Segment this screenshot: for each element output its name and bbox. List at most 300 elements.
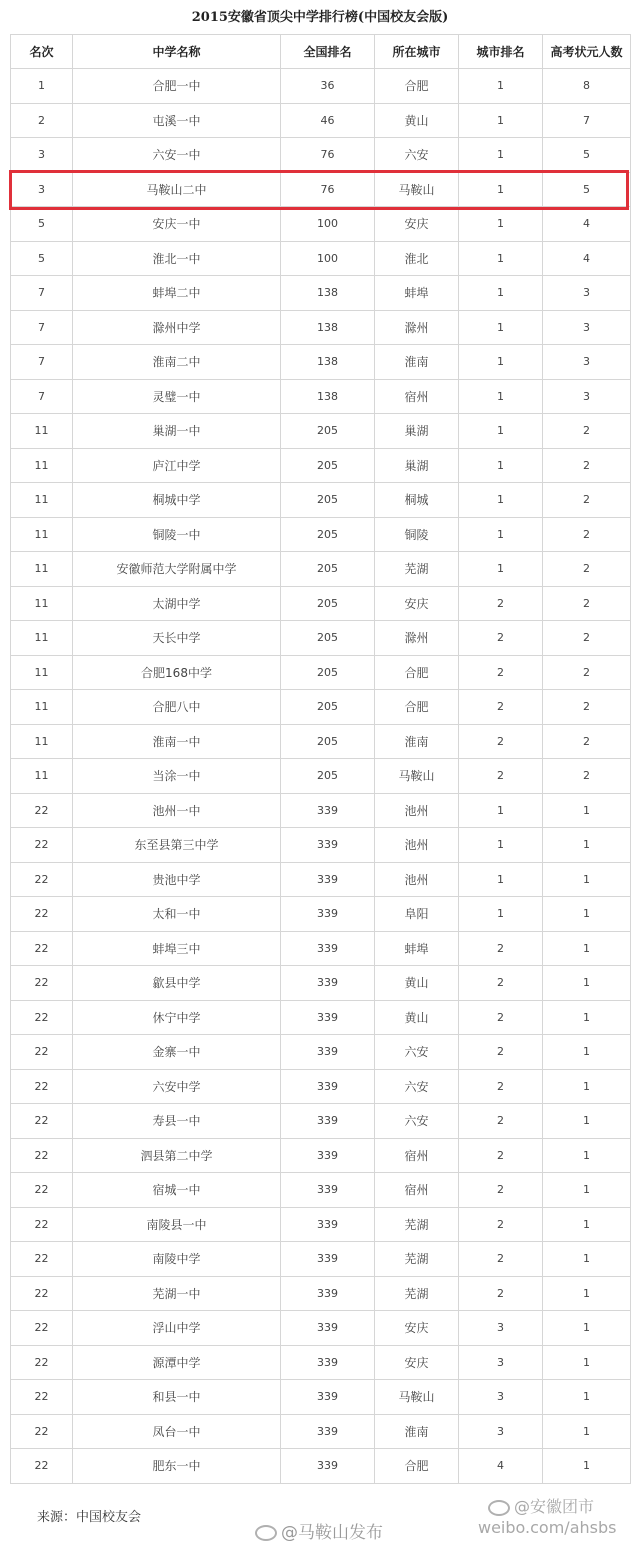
school-name-cell: 合肥八中 <box>73 690 281 725</box>
table-header-row <box>11 35 631 69</box>
top-scorers-cell: 3 <box>543 345 631 380</box>
ranking-table <box>10 34 631 1484</box>
top-scorers-cell: 3 <box>543 379 631 414</box>
rank-cell: 22 <box>11 1449 73 1484</box>
table-row <box>11 483 631 518</box>
city-cell: 滁州 <box>375 310 459 345</box>
national-rank-cell: 100 <box>281 241 375 276</box>
table-row <box>11 724 631 759</box>
table-row <box>11 1276 631 1311</box>
table-row <box>11 276 631 311</box>
table-row <box>11 552 631 587</box>
rank-cell: 11 <box>11 621 73 656</box>
table-row <box>11 1069 631 1104</box>
table-row <box>11 379 631 414</box>
watermark-maanshan <box>255 1518 383 1543</box>
table-row <box>11 1104 631 1139</box>
city-cell: 宿州 <box>375 379 459 414</box>
national-rank-cell: 339 <box>281 828 375 863</box>
school-name-cell: 合肥一中 <box>73 69 281 104</box>
rank-cell: 22 <box>11 1069 73 1104</box>
school-name-cell: 滁州中学 <box>73 310 281 345</box>
school-name-cell: 贵池中学 <box>73 862 281 897</box>
table-row <box>11 310 631 345</box>
city-rank-cell: 3 <box>459 1311 543 1346</box>
school-name-cell: 金寨一中 <box>73 1035 281 1070</box>
city-cell: 合肥 <box>375 655 459 690</box>
city-rank-cell: 2 <box>459 1000 543 1035</box>
top-scorers-cell: 1 <box>543 1104 631 1139</box>
weibo-logo-icon <box>488 1500 510 1516</box>
rank-cell: 1 <box>11 69 73 104</box>
national-rank-cell: 205 <box>281 448 375 483</box>
school-name-cell: 六安一中 <box>73 138 281 173</box>
city-rank-cell: 1 <box>459 897 543 932</box>
city-rank-cell: 1 <box>459 414 543 449</box>
table-row <box>11 828 631 863</box>
national-rank-cell: 205 <box>281 414 375 449</box>
rank-cell: 22 <box>11 897 73 932</box>
top-scorers-cell: 1 <box>543 931 631 966</box>
national-rank-cell: 76 <box>281 138 375 173</box>
school-name-cell: 蚌埠二中 <box>73 276 281 311</box>
column-header-rank: 名次 <box>11 35 73 69</box>
school-name-cell: 南陵县一中 <box>73 1207 281 1242</box>
watermark-anhui <box>488 1494 594 1517</box>
school-name-cell: 六安中学 <box>73 1069 281 1104</box>
city-cell: 六安 <box>375 1069 459 1104</box>
table-row <box>11 414 631 449</box>
top-scorers-cell: 7 <box>543 103 631 138</box>
city-cell: 巢湖 <box>375 448 459 483</box>
national-rank-cell: 205 <box>281 483 375 518</box>
top-scorers-cell: 1 <box>543 1380 631 1415</box>
city-cell: 铜陵 <box>375 517 459 552</box>
city-cell: 安庆 <box>375 1311 459 1346</box>
rank-cell: 11 <box>11 414 73 449</box>
national-rank-cell: 339 <box>281 1242 375 1277</box>
rank-cell: 22 <box>11 1000 73 1035</box>
rank-cell: 22 <box>11 1380 73 1415</box>
rank-cell: 11 <box>11 655 73 690</box>
national-rank-cell: 339 <box>281 966 375 1001</box>
school-name-cell: 浮山中学 <box>73 1311 281 1346</box>
rank-cell: 22 <box>11 1138 73 1173</box>
table-row <box>11 621 631 656</box>
city-cell: 安庆 <box>375 207 459 242</box>
table-row <box>11 655 631 690</box>
school-name-cell: 池州一中 <box>73 793 281 828</box>
top-scorers-cell: 3 <box>543 276 631 311</box>
city-rank-cell: 1 <box>459 138 543 173</box>
school-name-cell: 肥东一中 <box>73 1449 281 1484</box>
school-name-cell: 泗县第二中学 <box>73 1138 281 1173</box>
national-rank-cell: 46 <box>281 103 375 138</box>
city-cell: 池州 <box>375 828 459 863</box>
top-scorers-cell: 1 <box>543 1276 631 1311</box>
city-cell: 淮南 <box>375 724 459 759</box>
city-rank-cell: 2 <box>459 759 543 794</box>
rank-cell: 11 <box>11 483 73 518</box>
column-header-city-rank: 城市排名 <box>459 35 543 69</box>
school-name-cell: 马鞍山二中 <box>73 172 281 207</box>
rank-cell: 7 <box>11 379 73 414</box>
national-rank-cell: 339 <box>281 1345 375 1380</box>
national-rank-cell: 205 <box>281 724 375 759</box>
top-scorers-cell: 4 <box>543 241 631 276</box>
rank-cell: 11 <box>11 724 73 759</box>
table-row <box>11 793 631 828</box>
national-rank-cell: 205 <box>281 621 375 656</box>
school-name-cell: 休宁中学 <box>73 1000 281 1035</box>
school-name-cell: 合肥168中学 <box>73 655 281 690</box>
national-rank-cell: 339 <box>281 1414 375 1449</box>
table-row <box>11 1345 631 1380</box>
city-cell: 六安 <box>375 138 459 173</box>
top-scorers-cell: 1 <box>543 1345 631 1380</box>
school-name-cell: 天长中学 <box>73 621 281 656</box>
city-rank-cell: 2 <box>459 1173 543 1208</box>
school-name-cell: 和县一中 <box>73 1380 281 1415</box>
national-rank-cell: 205 <box>281 655 375 690</box>
city-rank-cell: 2 <box>459 1069 543 1104</box>
rank-cell: 3 <box>11 138 73 173</box>
top-scorers-cell: 2 <box>543 517 631 552</box>
top-scorers-cell: 2 <box>543 724 631 759</box>
national-rank-cell: 339 <box>281 1380 375 1415</box>
city-rank-cell: 1 <box>459 310 543 345</box>
national-rank-cell: 339 <box>281 1276 375 1311</box>
national-rank-cell: 205 <box>281 759 375 794</box>
top-scorers-cell: 1 <box>543 1449 631 1484</box>
city-cell: 桐城 <box>375 483 459 518</box>
school-name-cell: 东至县第三中学 <box>73 828 281 863</box>
school-name-cell: 宿城一中 <box>73 1173 281 1208</box>
school-name-cell: 安徽师范大学附属中学 <box>73 552 281 587</box>
rank-cell: 22 <box>11 1035 73 1070</box>
city-rank-cell: 1 <box>459 276 543 311</box>
city-rank-cell: 4 <box>459 1449 543 1484</box>
table-row <box>11 448 631 483</box>
national-rank-cell: 205 <box>281 552 375 587</box>
city-rank-cell: 1 <box>459 379 543 414</box>
table-row <box>11 690 631 725</box>
school-name-cell: 屯溪一中 <box>73 103 281 138</box>
rank-cell: 22 <box>11 966 73 1001</box>
table-row <box>11 1449 631 1484</box>
city-cell: 马鞍山 <box>375 759 459 794</box>
table-row <box>11 966 631 1001</box>
column-header-city: 所在城市 <box>375 35 459 69</box>
top-scorers-cell: 5 <box>543 138 631 173</box>
city-cell: 马鞍山 <box>375 1380 459 1415</box>
table-row <box>11 1242 631 1277</box>
city-cell: 巢湖 <box>375 414 459 449</box>
national-rank-cell: 100 <box>281 207 375 242</box>
top-scorers-cell: 2 <box>543 552 631 587</box>
table-row <box>11 103 631 138</box>
watermark-weibo-url: weibo.com/ahsbs <box>478 1518 617 1537</box>
rank-cell: 22 <box>11 1414 73 1449</box>
top-scorers-cell: 1 <box>543 862 631 897</box>
city-rank-cell: 1 <box>459 862 543 897</box>
school-name-cell: 巢湖一中 <box>73 414 281 449</box>
top-scorers-cell: 1 <box>543 966 631 1001</box>
national-rank-cell: 339 <box>281 793 375 828</box>
city-rank-cell: 2 <box>459 655 543 690</box>
table-row <box>11 241 631 276</box>
school-name-cell: 庐江中学 <box>73 448 281 483</box>
table-row <box>11 1207 631 1242</box>
national-rank-cell: 138 <box>281 379 375 414</box>
rank-cell: 22 <box>11 1173 73 1208</box>
city-rank-cell: 1 <box>459 172 543 207</box>
school-name-cell: 歙县中学 <box>73 966 281 1001</box>
city-rank-cell: 2 <box>459 1104 543 1139</box>
top-scorers-cell: 1 <box>543 1311 631 1346</box>
table-row <box>11 1035 631 1070</box>
city-cell: 宿州 <box>375 1138 459 1173</box>
rank-cell: 11 <box>11 586 73 621</box>
city-rank-cell: 2 <box>459 1242 543 1277</box>
top-scorers-cell: 3 <box>543 310 631 345</box>
city-rank-cell: 1 <box>459 345 543 380</box>
top-scorers-cell: 1 <box>543 1242 631 1277</box>
school-name-cell: 淮北一中 <box>73 241 281 276</box>
national-rank-cell: 76 <box>281 172 375 207</box>
top-scorers-cell: 4 <box>543 207 631 242</box>
rank-cell: 5 <box>11 207 73 242</box>
top-scorers-cell: 2 <box>543 586 631 621</box>
top-scorers-cell: 1 <box>543 1138 631 1173</box>
table-row <box>11 1414 631 1449</box>
city-rank-cell: 3 <box>459 1414 543 1449</box>
table-row <box>11 69 631 104</box>
column-header-school: 中学名称 <box>73 35 281 69</box>
city-rank-cell: 1 <box>459 69 543 104</box>
rank-cell: 22 <box>11 931 73 966</box>
school-name-cell: 太湖中学 <box>73 586 281 621</box>
city-rank-cell: 2 <box>459 1035 543 1070</box>
school-name-cell: 凤台一中 <box>73 1414 281 1449</box>
rank-cell: 2 <box>11 103 73 138</box>
city-rank-cell: 2 <box>459 586 543 621</box>
rank-cell: 22 <box>11 1242 73 1277</box>
city-rank-cell: 1 <box>459 241 543 276</box>
rank-cell: 7 <box>11 276 73 311</box>
city-cell: 安庆 <box>375 586 459 621</box>
city-rank-cell: 1 <box>459 793 543 828</box>
rank-cell: 5 <box>11 241 73 276</box>
city-cell: 滁州 <box>375 621 459 656</box>
national-rank-cell: 138 <box>281 310 375 345</box>
school-name-cell: 当涂一中 <box>73 759 281 794</box>
school-name-cell: 南陵中学 <box>73 1242 281 1277</box>
city-cell: 黄山 <box>375 1000 459 1035</box>
watermark-maanshan-text: @马鞍山发布 <box>281 1523 383 1543</box>
city-rank-cell: 1 <box>459 828 543 863</box>
rank-cell: 11 <box>11 552 73 587</box>
school-name-cell: 安庆一中 <box>73 207 281 242</box>
top-scorers-cell: 1 <box>543 897 631 932</box>
school-name-cell: 桐城中学 <box>73 483 281 518</box>
top-scorers-cell: 2 <box>543 655 631 690</box>
national-rank-cell: 339 <box>281 897 375 932</box>
school-name-cell: 寿县一中 <box>73 1104 281 1139</box>
rank-cell: 22 <box>11 1104 73 1139</box>
top-scorers-cell: 2 <box>543 690 631 725</box>
city-rank-cell: 1 <box>459 103 543 138</box>
table-row <box>11 1173 631 1208</box>
table-row <box>11 517 631 552</box>
national-rank-cell: 339 <box>281 1311 375 1346</box>
city-cell: 淮南 <box>375 1414 459 1449</box>
city-cell: 宿州 <box>375 1173 459 1208</box>
city-cell: 池州 <box>375 793 459 828</box>
national-rank-cell: 205 <box>281 690 375 725</box>
top-scorers-cell: 1 <box>543 1035 631 1070</box>
rank-cell: 11 <box>11 448 73 483</box>
city-rank-cell: 2 <box>459 690 543 725</box>
national-rank-cell: 339 <box>281 1104 375 1139</box>
city-cell: 安庆 <box>375 1345 459 1380</box>
national-rank-cell: 205 <box>281 586 375 621</box>
table-row <box>11 897 631 932</box>
rank-cell: 7 <box>11 310 73 345</box>
table-row <box>11 586 631 621</box>
top-scorers-cell: 1 <box>543 1000 631 1035</box>
top-scorers-cell: 2 <box>543 759 631 794</box>
national-rank-cell: 36 <box>281 69 375 104</box>
city-cell: 黄山 <box>375 103 459 138</box>
city-rank-cell: 1 <box>459 448 543 483</box>
rank-cell: 22 <box>11 1311 73 1346</box>
rank-cell: 22 <box>11 793 73 828</box>
rank-cell: 22 <box>11 1276 73 1311</box>
city-rank-cell: 3 <box>459 1345 543 1380</box>
top-scorers-cell: 1 <box>543 1069 631 1104</box>
national-rank-cell: 339 <box>281 1069 375 1104</box>
national-rank-cell: 339 <box>281 1173 375 1208</box>
rank-cell: 7 <box>11 345 73 380</box>
city-cell: 六安 <box>375 1104 459 1139</box>
national-rank-cell: 339 <box>281 1207 375 1242</box>
rank-cell: 22 <box>11 862 73 897</box>
table-row <box>11 931 631 966</box>
rank-cell: 22 <box>11 1345 73 1380</box>
top-scorers-cell: 1 <box>543 793 631 828</box>
table-row <box>11 1311 631 1346</box>
school-name-cell: 淮南一中 <box>73 724 281 759</box>
column-header-national-rank: 全国排名 <box>281 35 375 69</box>
column-header-top-scorers: 高考状元人数 <box>543 35 631 69</box>
source-note: 来源：中国校友会 <box>37 1510 142 1525</box>
national-rank-cell: 339 <box>281 931 375 966</box>
school-name-cell: 淮南二中 <box>73 345 281 380</box>
city-rank-cell: 1 <box>459 207 543 242</box>
city-cell: 淮北 <box>375 241 459 276</box>
top-scorers-cell: 1 <box>543 828 631 863</box>
city-cell: 蚌埠 <box>375 931 459 966</box>
city-rank-cell: 1 <box>459 552 543 587</box>
rank-cell: 11 <box>11 759 73 794</box>
top-scorers-cell: 1 <box>543 1414 631 1449</box>
table-row <box>11 138 631 173</box>
city-cell: 蚌埠 <box>375 276 459 311</box>
table-row <box>11 345 631 380</box>
table-row <box>11 1380 631 1415</box>
top-scorers-cell: 2 <box>543 621 631 656</box>
top-scorers-cell: 5 <box>543 172 631 207</box>
city-cell: 淮南 <box>375 345 459 380</box>
city-rank-cell: 2 <box>459 966 543 1001</box>
top-scorers-cell: 1 <box>543 1173 631 1208</box>
city-cell: 池州 <box>375 862 459 897</box>
school-name-cell: 蚌埠三中 <box>73 931 281 966</box>
rank-cell: 22 <box>11 1207 73 1242</box>
city-cell: 合肥 <box>375 690 459 725</box>
city-cell: 阜阳 <box>375 897 459 932</box>
top-scorers-cell: 1 <box>543 1207 631 1242</box>
city-rank-cell: 2 <box>459 931 543 966</box>
table-row <box>11 862 631 897</box>
city-cell: 芜湖 <box>375 1276 459 1311</box>
weibo-logo-icon <box>255 1525 277 1541</box>
city-rank-cell: 1 <box>459 483 543 518</box>
national-rank-cell: 339 <box>281 1449 375 1484</box>
city-cell: 合肥 <box>375 69 459 104</box>
city-cell: 合肥 <box>375 1449 459 1484</box>
rank-cell: 3 <box>11 172 73 207</box>
city-rank-cell: 3 <box>459 1380 543 1415</box>
city-cell: 黄山 <box>375 966 459 1001</box>
watermark-anhui-text: @安徽团市 <box>514 1497 595 1516</box>
national-rank-cell: 205 <box>281 517 375 552</box>
top-scorers-cell: 2 <box>543 414 631 449</box>
school-name-cell: 灵璧一中 <box>73 379 281 414</box>
table-row <box>11 759 631 794</box>
school-name-cell: 铜陵一中 <box>73 517 281 552</box>
national-rank-cell: 138 <box>281 276 375 311</box>
rank-cell: 11 <box>11 517 73 552</box>
city-rank-cell: 2 <box>459 724 543 759</box>
highlight-box <box>9 170 629 210</box>
national-rank-cell: 339 <box>281 862 375 897</box>
national-rank-cell: 339 <box>281 1035 375 1070</box>
top-scorers-cell: 2 <box>543 448 631 483</box>
rank-cell: 22 <box>11 828 73 863</box>
city-rank-cell: 2 <box>459 1207 543 1242</box>
top-scorers-cell: 8 <box>543 69 631 104</box>
city-rank-cell: 2 <box>459 1138 543 1173</box>
national-rank-cell: 138 <box>281 345 375 380</box>
city-cell: 芜湖 <box>375 1242 459 1277</box>
school-name-cell: 源潭中学 <box>73 1345 281 1380</box>
school-name-cell: 太和一中 <box>73 897 281 932</box>
city-cell: 芜湖 <box>375 1207 459 1242</box>
rank-cell: 11 <box>11 690 73 725</box>
top-scorers-cell: 2 <box>543 483 631 518</box>
page-title: 2015安徽省顶尖中学排行榜(中国校友会版) <box>191 10 449 25</box>
city-cell: 六安 <box>375 1035 459 1070</box>
table-body <box>11 69 631 1484</box>
school-name-cell: 芜湖一中 <box>73 1276 281 1311</box>
table-row <box>11 1000 631 1035</box>
city-rank-cell: 1 <box>459 517 543 552</box>
table-row <box>11 207 631 242</box>
national-rank-cell: 339 <box>281 1000 375 1035</box>
city-rank-cell: 2 <box>459 621 543 656</box>
